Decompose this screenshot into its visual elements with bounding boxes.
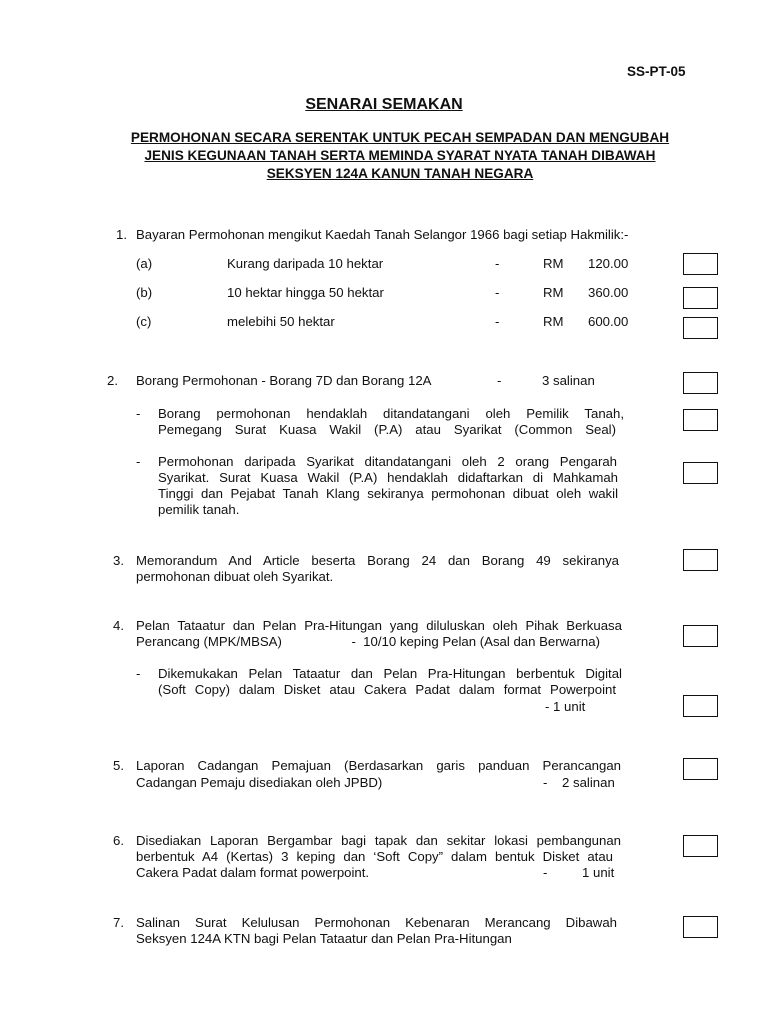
item-2-note-2-line-3: Tinggi dan Pejabat Tanah Klang sekiranya permohonan dibuat oleh wakil <box>158 486 618 501</box>
item-1-number: 1. <box>116 227 127 242</box>
fee-a-currency: RM <box>543 256 564 271</box>
item-5-dash: - <box>543 775 548 790</box>
checkbox-item-4[interactable] <box>683 625 718 647</box>
item-2-note-2-line-4: pemilik tanah. <box>158 502 240 517</box>
checkbox-fee-b[interactable] <box>683 287 718 309</box>
item-6-quantity: 1 unit <box>582 865 615 880</box>
fee-c-label: (c) <box>136 314 152 329</box>
item-2-note-2-dash: - <box>136 454 141 469</box>
fee-a-desc: Kurang daripada 10 hektar <box>227 256 384 271</box>
checkbox-item-2-note-1[interactable] <box>683 409 718 431</box>
fee-c-desc: melebihi 50 hektar <box>227 314 335 329</box>
item-4-note-quantity: - 1 unit <box>545 699 586 714</box>
fee-c-dash: - <box>495 314 500 329</box>
fee-a-amount: 120.00 <box>588 256 629 271</box>
item-4-line-1: Pelan Tataatur dan Pelan Pra-Hitungan yang diluluskan oleh Pihak Berkuasa <box>136 618 622 633</box>
fee-c-amount: 600.00 <box>588 314 629 329</box>
page-title: SENARAI SEMAKAN <box>305 96 463 113</box>
item-2-note-1-line-1: Borang permohonan hendaklah ditandatangani oleh Pemilik Tanah, <box>158 406 624 421</box>
document-code: SS-PT-05 <box>627 64 686 79</box>
item-7-line-2: Seksyen 124A KTN bagi Pelan Tataatur dan Pelan Pra-Hitungan <box>136 931 512 946</box>
fee-b-dash: - <box>495 285 500 300</box>
checkbox-item-3[interactable] <box>683 549 718 571</box>
checkbox-fee-c[interactable] <box>683 317 718 339</box>
item-2-note-2-line-1: Permohonan daripada Syarikat ditandatangani oleh 2 orang Pengarah <box>158 454 617 469</box>
checkbox-item-2-note-2[interactable] <box>683 462 718 484</box>
checkbox-item-5[interactable] <box>683 758 718 780</box>
checkbox-item-2[interactable] <box>683 372 718 394</box>
item-2-text: Borang Permohonan - Borang 7D dan Borang 12A <box>136 373 432 388</box>
item-4-line-2: Perancang (MPK/MBSA) - 10/10 keping Pelan (Asal dan Berwarna) <box>136 634 600 649</box>
item-4-note-line-2: (Soft Copy) dalam Disket atau Cakera Padat dalam format Powerpoint <box>158 682 616 697</box>
item-2-note-1-dash: - <box>136 406 141 421</box>
checkbox-item-7[interactable] <box>683 916 718 938</box>
item-6-line-1: Disediakan Laporan Bergambar bagi tapak dan sekitar lokasi pembangunan <box>136 833 621 848</box>
item-2-quantity: 3 salinan <box>542 373 595 388</box>
item-2-note-1-line-2: Pemegang Surat Kuasa Wakil (P.A) atau Syarikat (Common Seal) <box>158 422 616 437</box>
item-7-line-1: Salinan Surat Kelulusan Permohonan Kebenaran Merancang Dibawah <box>136 915 617 930</box>
checkbox-fee-a[interactable] <box>683 253 718 275</box>
checkbox-item-4-note[interactable] <box>683 695 718 717</box>
item-6-dash: - <box>543 865 548 880</box>
fee-b-label: (b) <box>136 285 153 300</box>
item-4-note-line-1: Dikemukakan Pelan Tataatur dan Pelan Pra-Hitungan berbentuk Digital <box>158 666 622 681</box>
item-2-number: 2. <box>107 373 118 388</box>
subtitle-line-2: JENIS KEGUNAAN TANAH SERTA MEMINDA SYARAT NYATA TANAH DIBAWAH <box>144 148 656 163</box>
item-7-number: 7. <box>113 915 124 930</box>
item-5-line-2: Cadangan Pemaju disediakan oleh JPBD) <box>136 775 383 790</box>
item-4-number: 4. <box>113 618 124 633</box>
subtitle-line-3: SEKSYEN 124A KANUN TANAH NEGARA <box>266 166 534 181</box>
item-2-dash: - <box>497 373 502 388</box>
checkbox-item-6[interactable] <box>683 835 718 857</box>
item-3-line-1: Memorandum And Article beserta Borang 24 dan Borang 49 sekiranya <box>136 553 619 568</box>
item-4-note-dash: - <box>136 666 141 681</box>
fee-a-dash: - <box>495 256 500 271</box>
item-3-line-2: permohonan dibuat oleh Syarikat. <box>136 569 334 584</box>
subtitle-line-1: PERMOHONAN SECARA SERENTAK UNTUK PECAH SEMPADAN DAN MENGUBAH <box>130 130 670 145</box>
item-5-number: 5. <box>113 758 124 773</box>
fee-b-currency: RM <box>543 285 564 300</box>
item-1-text: Bayaran Permohonan mengikut Kaedah Tanah Selangor 1966 bagi setiap Hakmilik:- <box>136 227 629 242</box>
fee-a-label: (a) <box>136 256 153 271</box>
fee-b-desc: 10 hektar hingga 50 hektar <box>227 285 384 300</box>
item-2-note-2-line-2: Syarikat. Surat Kuasa Wakil (P.A) hendaklah didaftarkan di Mahkamah <box>158 470 618 485</box>
item-6-number: 6. <box>113 833 124 848</box>
item-3-number: 3. <box>113 553 124 568</box>
item-6-line-3: Cakera Padat dalam format powerpoint. <box>136 865 370 880</box>
fee-c-currency: RM <box>543 314 564 329</box>
item-5-line-1: Laporan Cadangan Pemajuan (Berdasarkan garis panduan Perancangan <box>136 758 621 773</box>
item-6-line-2: berbentuk A4 (Kertas) 3 keping dan ‘Soft Copy” dalam bentuk Disket atau <box>136 849 613 864</box>
fee-b-amount: 360.00 <box>588 285 629 300</box>
item-5-quantity: 2 salinan <box>562 775 615 790</box>
